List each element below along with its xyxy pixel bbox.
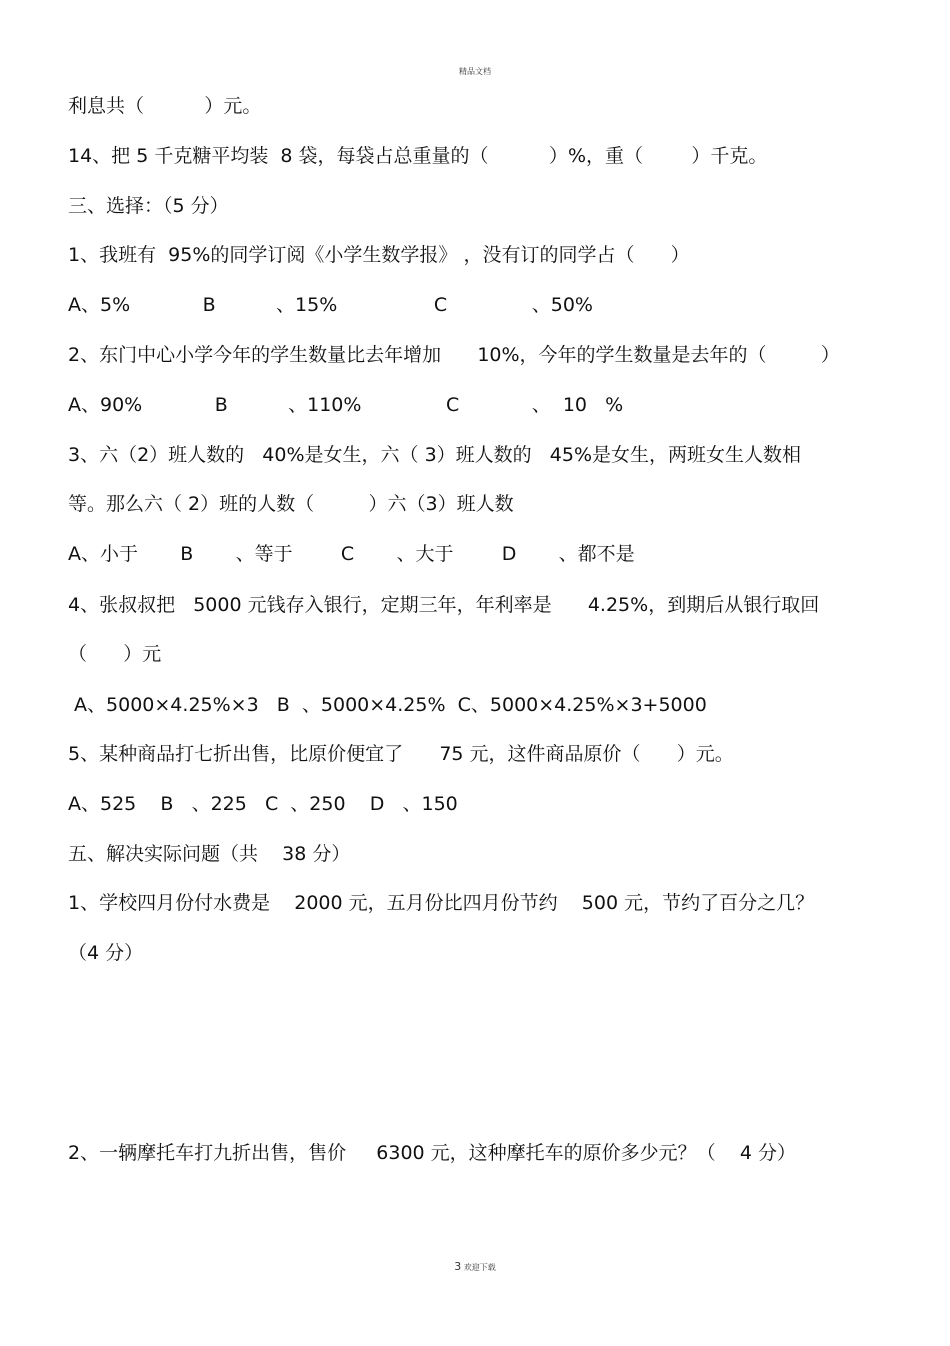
section-heading: 五、解决实际问题（共 38 分） [68, 843, 351, 865]
answer-options: A、525 B 、225 C 、250 D 、150 [68, 793, 458, 815]
text-line: 14、把 5 千克糖平均装 8 袋，每袋占总重量的（ ）%，重（ ）千克。 [68, 145, 768, 167]
page-footer [0, 1260, 950, 1273]
question-text: 等。那么六（ 2）班的人数（ ）六（3）班人数 [68, 493, 514, 515]
question-text: 4、张叔叔把 5000 元钱存入银行，定期三年，年利率是 4.25%，到期后从银行取回 [68, 594, 820, 616]
answer-options: A、小于 B 、等于 C 、大于 D 、都不是 [68, 543, 635, 565]
answer-options: A、5% B 、15% C 、50% [68, 294, 593, 316]
footer-text: 欢迎下载 [463, 1263, 496, 1272]
question-text: 1、学校四月份付水费是 2000 元，五月份比四月份节约 500 元，节约了百分之几？ [68, 892, 815, 914]
section-heading: 三、选择：（5 分） [68, 195, 229, 217]
question-text: （4 分） [68, 942, 144, 964]
question-text: 1、我班有 95%的同学订阅《小学生数学报》 ，没有订的同学占（ ） [68, 244, 690, 266]
answer-options: A、5000×4.25%×3 B 、5000×4.25% C、5000×4.25%×3+5000 [68, 694, 707, 716]
question-text: （ ）元 [68, 643, 162, 665]
page-number: 3 [454, 1260, 462, 1273]
page-header: 精品文档 [459, 67, 491, 76]
question-text: 5、某种商品打七折出售，比原价便宜了 75 元，这件商品原价（ ）元。 [68, 743, 734, 765]
text-line: 利息共（ ）元。 [68, 95, 262, 117]
question-text: 2、一辆摩托车打九折出售，售价 6300 元，这种摩托车的原价多少元？（ 4 分） [68, 1142, 796, 1164]
question-text: 3、六（2）班人数的 40%是女生，六（ 3）班人数的 45%是女生，两班女生人数相 [68, 444, 802, 466]
question-text: 2、东门中心小学今年的学生数量比去年增加 10%，今年的学生数量是去年的（ ） [68, 344, 840, 366]
answer-options: A、90% B 、110% C 、 10 % [68, 394, 624, 416]
